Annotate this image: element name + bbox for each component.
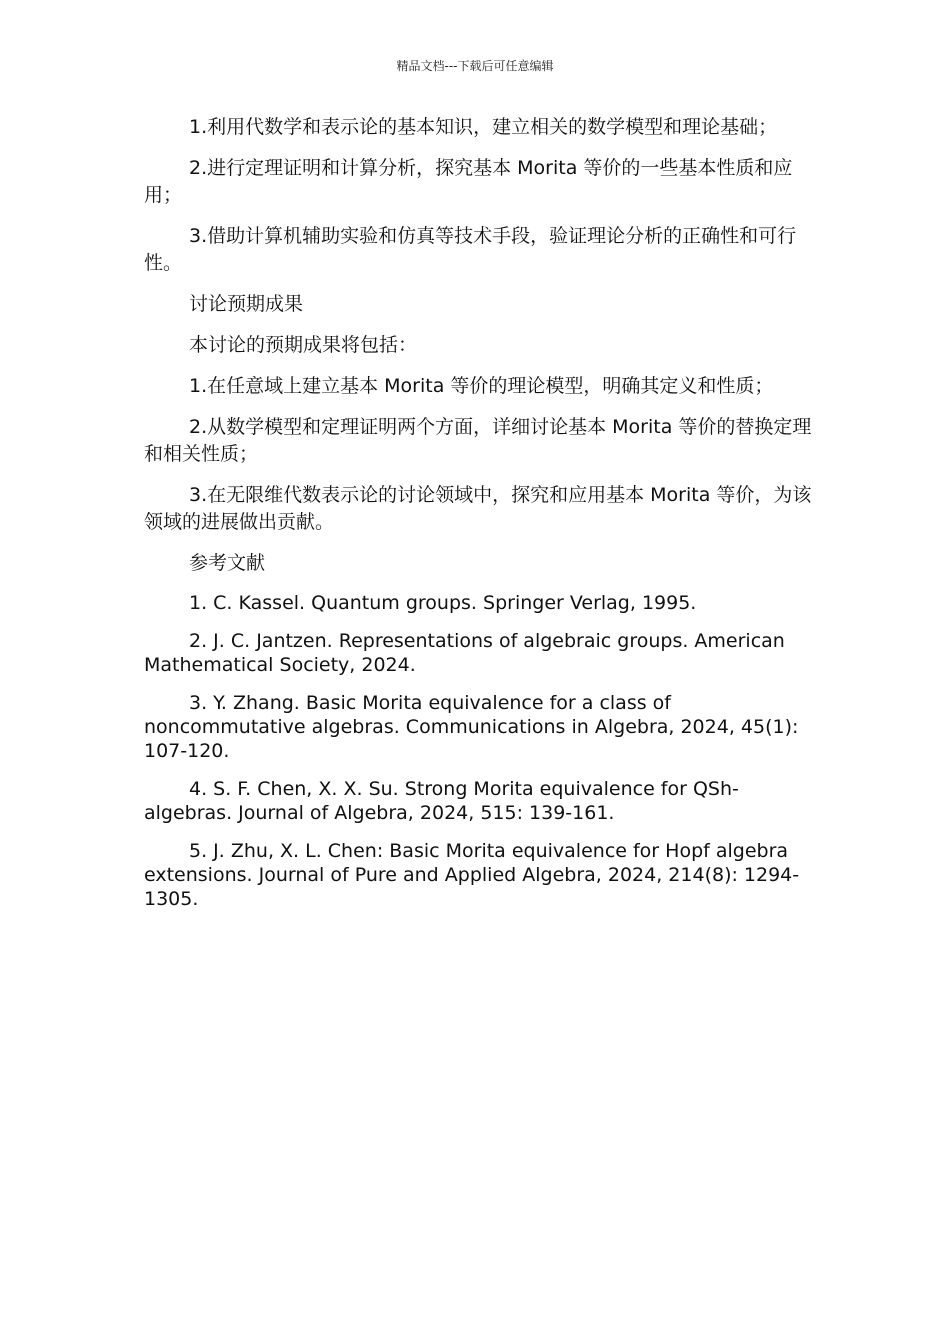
outcome-item-3: 3.在无限维代数表示论的讨论领域中，探究和应用基本 Morita 等价，为该领域的进展做出贡献。 bbox=[144, 484, 812, 533]
method-item-3: 3.借助计算机辅助实验和仿真等技术手段，验证理论分析的正确性和可行性。 bbox=[144, 225, 797, 274]
references-heading: 参考文献 bbox=[189, 552, 266, 574]
outcome-item-2: 2.从数学模型和定理证明两个方面，详细讨论基本 Morita 等价的替换定理和相关性质； bbox=[144, 416, 812, 465]
reference-item-2: 2. J. C. Jantzen. Representations of algebraic groups. American Mathematical Society, 2024. bbox=[144, 630, 785, 676]
outcomes-intro: 本讨论的预期成果将包括： bbox=[189, 334, 418, 356]
outcome-item-1: 1.在任意域上建立基本 Morita 等价的理论模型，明确其定义和性质； bbox=[189, 375, 774, 397]
reference-item-5: 5. J. Zhu, X. L. Chen: Basic Morita equivalence for Hopf algebra extensions. Journal of Pure and Applied Algebra, 2024, 214(8): 1294-1305. bbox=[144, 840, 800, 910]
reference-item-1: 1. C. Kassel. Quantum groups. Springer Verlag, 1995. bbox=[189, 592, 697, 614]
outcomes-heading: 讨论预期成果 bbox=[189, 293, 304, 315]
reference-item-4: 4. S. F. Chen, X. X. Su. Strong Morita equivalence for QSh-algebras. Journal of Algebra, 2024, 515: 139-161. bbox=[144, 778, 739, 824]
page-header: 精品文档---下载后可任意编辑 bbox=[396, 59, 554, 73]
document-body bbox=[144, 114, 812, 925]
method-item-1: 1.利用代数学和表示论的基本知识，建立相关的数学模型和理论基础； bbox=[189, 116, 778, 138]
method-item-2: 2.进行定理证明和计算分析，探究基本 Morita 等价的一些基本性质和应用； bbox=[144, 157, 793, 206]
reference-item-3: 3. Y. Zhang. Basic Morita equivalence for a class of noncommutative algebras. Communications in Algebra, 2024, 45(1): 107-120. bbox=[144, 692, 799, 762]
